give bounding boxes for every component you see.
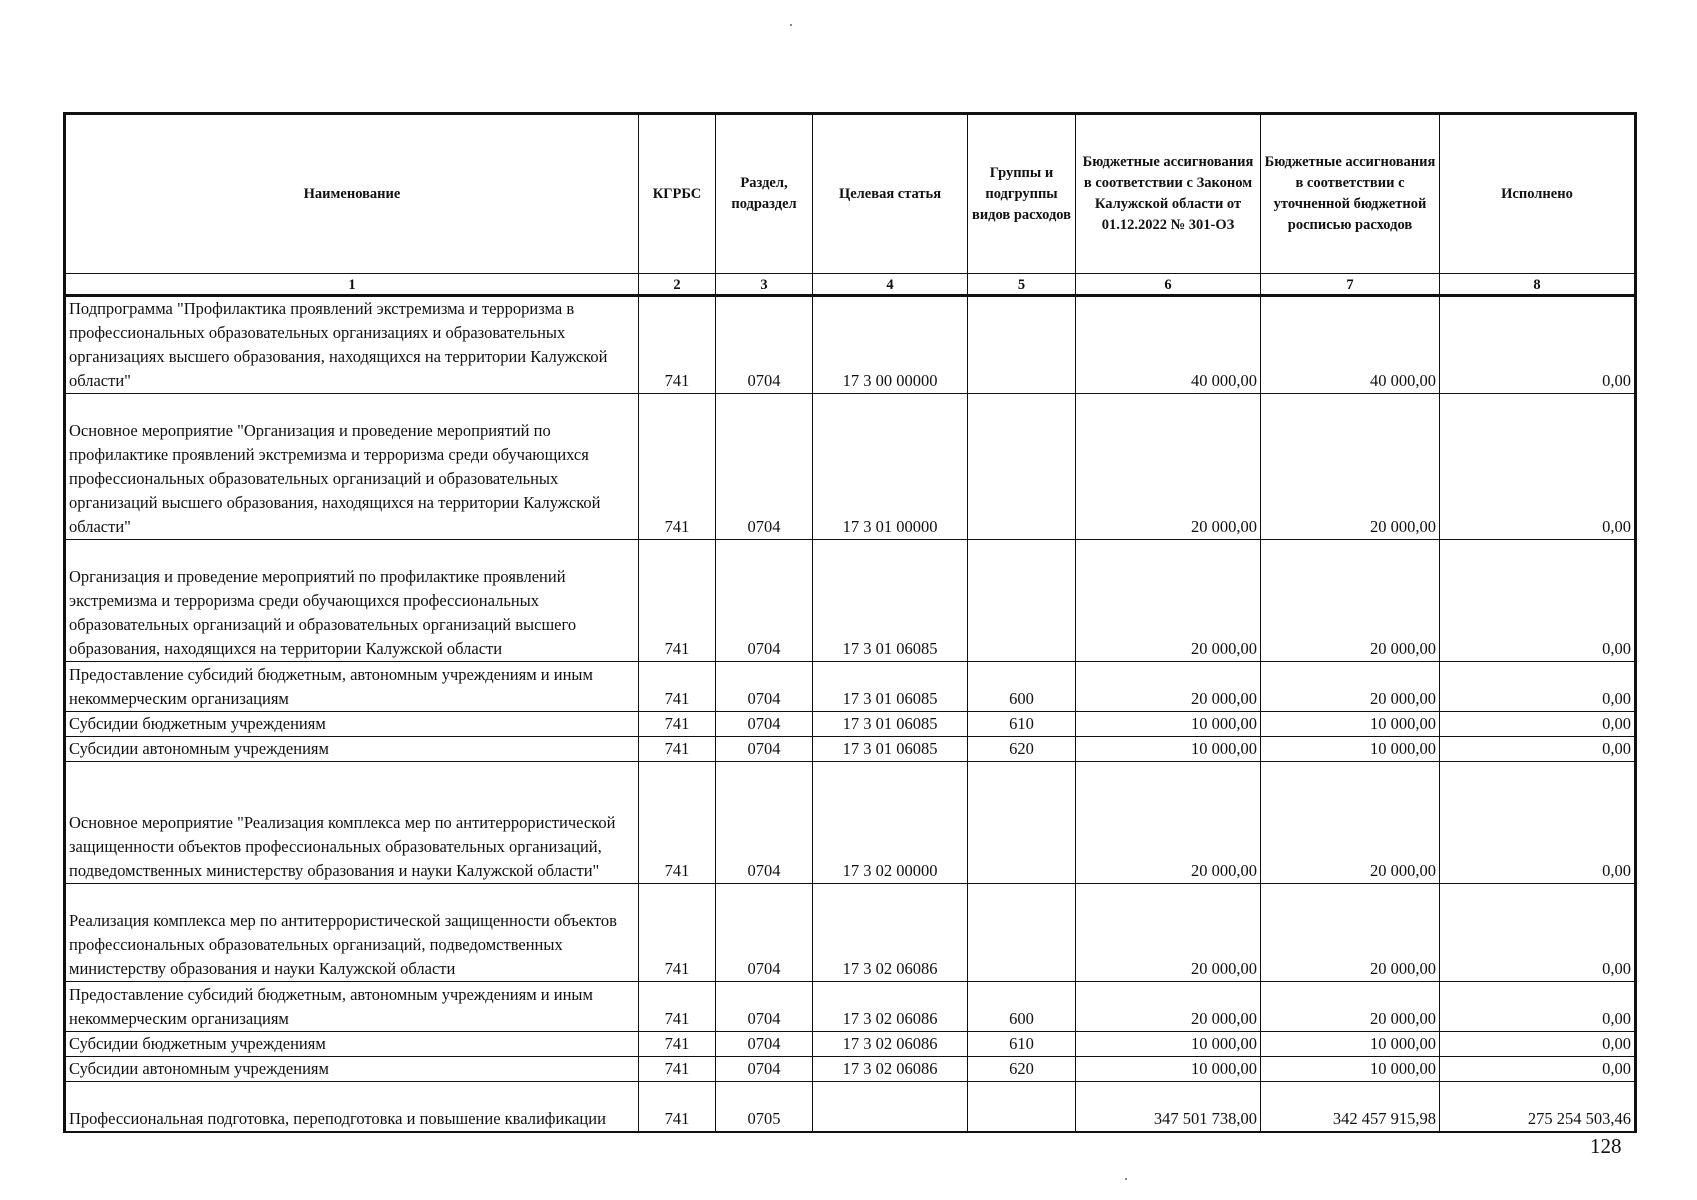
row-celevaya: 17 3 01 06085 [813, 662, 968, 712]
table-row [65, 540, 1636, 662]
row-razdel: 0704 [716, 762, 813, 884]
row-zakon: 20 000,00 [1076, 884, 1261, 982]
table-body [65, 296, 1636, 1132]
row-kgrbs: 741 [639, 982, 716, 1032]
row-ispolneno: 275 254 503,46 [1440, 1082, 1636, 1132]
table-row [65, 394, 1636, 540]
row-vid: 610 [968, 712, 1076, 737]
row-ispolneno: 0,00 [1440, 982, 1636, 1032]
row-zakon: 20 000,00 [1076, 762, 1261, 884]
row-name: Организация и проведение мероприятий по профилактике проявлений экстремизма и терроризма среди обучающихся профессиональных образовательных организаций и образовательных организаций высшего образования, находящихся на территории Калужской области [65, 540, 639, 662]
col-num: 1 [65, 274, 639, 296]
row-name: Профессиональная подготовка, переподготовка и повышение квалификации [65, 1082, 639, 1132]
row-zakon: 40 000,00 [1076, 296, 1261, 394]
row-razdel: 0704 [716, 982, 813, 1032]
header-row [65, 114, 1636, 274]
column-number-row [65, 274, 1636, 296]
row-zakon: 10 000,00 [1076, 712, 1261, 737]
col-num: 4 [813, 274, 968, 296]
row-ispolneno: 0,00 [1440, 712, 1636, 737]
row-kgrbs: 741 [639, 712, 716, 737]
row-rospis: 10 000,00 [1261, 1057, 1440, 1082]
table-row [65, 884, 1636, 982]
row-zakon: 20 000,00 [1076, 394, 1261, 540]
row-celevaya: 17 3 01 06085 [813, 712, 968, 737]
table-row [65, 712, 1636, 737]
row-rospis: 20 000,00 [1261, 394, 1440, 540]
row-name: Основное мероприятие "Организация и проведение мероприятий по профилактике проявлений экстремизма и терроризма среди обучающихся профессиональных образовательных организаций и образовательных организаций высшего образования, находящихся на территории Калужской области" [65, 394, 639, 540]
row-kgrbs: 741 [639, 737, 716, 762]
row-kgrbs: 741 [639, 762, 716, 884]
col-header-rospis: Бюджетные ассигнования в соответствии с уточненной бюджетной росписью расходов [1261, 114, 1440, 274]
row-name: Реализация комплекса мер по антитеррористической защищенности объектов профессиональных образовательных организаций, подведомственных министерству образования и науки Калужской области [65, 884, 639, 982]
row-kgrbs: 741 [639, 540, 716, 662]
row-name: Основное мероприятие "Реализация комплекса мер по антитеррористической защищенности объектов профессиональных образовательных организаций, подведомственных министерству образования и науки Калужской области" [65, 762, 639, 884]
row-vid [968, 762, 1076, 884]
row-ispolneno: 0,00 [1440, 737, 1636, 762]
row-vid [968, 540, 1076, 662]
row-razdel: 0704 [716, 737, 813, 762]
row-celevaya: 17 3 02 00000 [813, 762, 968, 884]
table-row [65, 296, 1636, 394]
row-vid: 600 [968, 662, 1076, 712]
row-vid [968, 296, 1076, 394]
row-name: Субсидии автономным учреждениям [65, 1057, 639, 1082]
row-ispolneno: 0,00 [1440, 296, 1636, 394]
row-zakon: 20 000,00 [1076, 662, 1261, 712]
col-num: 7 [1261, 274, 1440, 296]
row-ispolneno: 0,00 [1440, 662, 1636, 712]
row-ispolneno: 0,00 [1440, 540, 1636, 662]
row-vid [968, 884, 1076, 982]
col-header-name: Наименование [65, 114, 639, 274]
row-razdel: 0704 [716, 394, 813, 540]
row-name: Субсидии бюджетным учреждениям [65, 1032, 639, 1057]
col-header-razdel: Раздел, подраздел [716, 114, 813, 274]
row-vid [968, 1082, 1076, 1132]
row-razdel: 0704 [716, 1057, 813, 1082]
row-rospis: 20 000,00 [1261, 884, 1440, 982]
col-header-vid: Группы и подгруппы видов расходов [968, 114, 1076, 274]
table-row [65, 982, 1636, 1032]
row-celevaya: 17 3 02 06086 [813, 982, 968, 1032]
row-ispolneno: 0,00 [1440, 762, 1636, 884]
row-name: Подпрограмма "Профилактика проявлений экстремизма и терроризма в профессиональных образовательных организациях и образовательных организациях высшего образования, находящихся на территории Калужской области" [65, 296, 639, 394]
row-celevaya: 17 3 00 00000 [813, 296, 968, 394]
row-rospis: 10 000,00 [1261, 712, 1440, 737]
row-razdel: 0704 [716, 712, 813, 737]
table-row [65, 662, 1636, 712]
budget-table [63, 112, 1637, 1133]
row-celevaya: 17 3 02 06086 [813, 1032, 968, 1057]
row-rospis: 10 000,00 [1261, 737, 1440, 762]
row-kgrbs: 741 [639, 1082, 716, 1132]
table-row [65, 762, 1636, 884]
col-num: 3 [716, 274, 813, 296]
col-num: 6 [1076, 274, 1261, 296]
row-kgrbs: 741 [639, 1032, 716, 1057]
row-name: Субсидии автономным учреждениям [65, 737, 639, 762]
row-rospis: 40 000,00 [1261, 296, 1440, 394]
row-razdel: 0704 [716, 662, 813, 712]
row-celevaya: 17 3 02 06086 [813, 1057, 968, 1082]
col-header-kgrbs: КГРБС [639, 114, 716, 274]
row-zakon: 20 000,00 [1076, 540, 1261, 662]
row-razdel: 0704 [716, 1032, 813, 1057]
row-kgrbs: 741 [639, 394, 716, 540]
row-vid: 600 [968, 982, 1076, 1032]
row-kgrbs: 741 [639, 662, 716, 712]
page-number: 128 [1590, 1134, 1622, 1158]
row-vid: 620 [968, 1057, 1076, 1082]
row-kgrbs: 741 [639, 296, 716, 394]
row-rospis: 20 000,00 [1261, 982, 1440, 1032]
col-header-ispolneno: Исполнено [1440, 114, 1636, 274]
table-row [65, 1057, 1636, 1082]
row-razdel: 0705 [716, 1082, 813, 1132]
row-name: Предоставление субсидий бюджетным, автономным учреждениям и иным некоммерческим организациям [65, 662, 639, 712]
row-rospis: 20 000,00 [1261, 540, 1440, 662]
row-celevaya: 17 3 01 06085 [813, 540, 968, 662]
row-zakon: 347 501 738,00 [1076, 1082, 1261, 1132]
row-zakon: 10 000,00 [1076, 737, 1261, 762]
col-header-zakon: Бюджетные ассигнования в соответствии с Законом Калужской области от 01.12.2022 № 301-ОЗ [1076, 114, 1261, 274]
row-name: Предоставление субсидий бюджетным, автономным учреждениям и иным некоммерческим организациям [65, 982, 639, 1032]
row-name: Субсидии бюджетным учреждениям [65, 712, 639, 737]
row-celevaya [813, 1082, 968, 1132]
row-ispolneno: 0,00 [1440, 394, 1636, 540]
col-num: 2 [639, 274, 716, 296]
row-razdel: 0704 [716, 296, 813, 394]
row-rospis: 10 000,00 [1261, 1032, 1440, 1057]
row-kgrbs: 741 [639, 884, 716, 982]
row-celevaya: 17 3 01 06085 [813, 737, 968, 762]
scan-speck [790, 24, 792, 26]
row-ispolneno: 0,00 [1440, 1032, 1636, 1057]
row-zakon: 20 000,00 [1076, 982, 1261, 1032]
row-celevaya: 17 3 01 00000 [813, 394, 968, 540]
col-header-celevaya: Целевая статья [813, 114, 968, 274]
row-vid [968, 394, 1076, 540]
row-celevaya: 17 3 02 06086 [813, 884, 968, 982]
row-zakon: 10 000,00 [1076, 1032, 1261, 1057]
row-rospis: 342 457 915,98 [1261, 1082, 1440, 1132]
row-razdel: 0704 [716, 540, 813, 662]
row-ispolneno: 0,00 [1440, 1057, 1636, 1082]
row-razdel: 0704 [716, 884, 813, 982]
row-kgrbs: 741 [639, 1057, 716, 1082]
row-rospis: 20 000,00 [1261, 662, 1440, 712]
table-row [65, 1082, 1636, 1132]
row-zakon: 10 000,00 [1076, 1057, 1261, 1082]
col-num: 8 [1440, 274, 1636, 296]
table-row [65, 1032, 1636, 1057]
row-ispolneno: 0,00 [1440, 884, 1636, 982]
row-rospis: 20 000,00 [1261, 762, 1440, 884]
row-vid: 610 [968, 1032, 1076, 1057]
col-num: 5 [968, 274, 1076, 296]
scan-speck [1125, 1178, 1127, 1180]
row-vid: 620 [968, 737, 1076, 762]
table-row [65, 737, 1636, 762]
